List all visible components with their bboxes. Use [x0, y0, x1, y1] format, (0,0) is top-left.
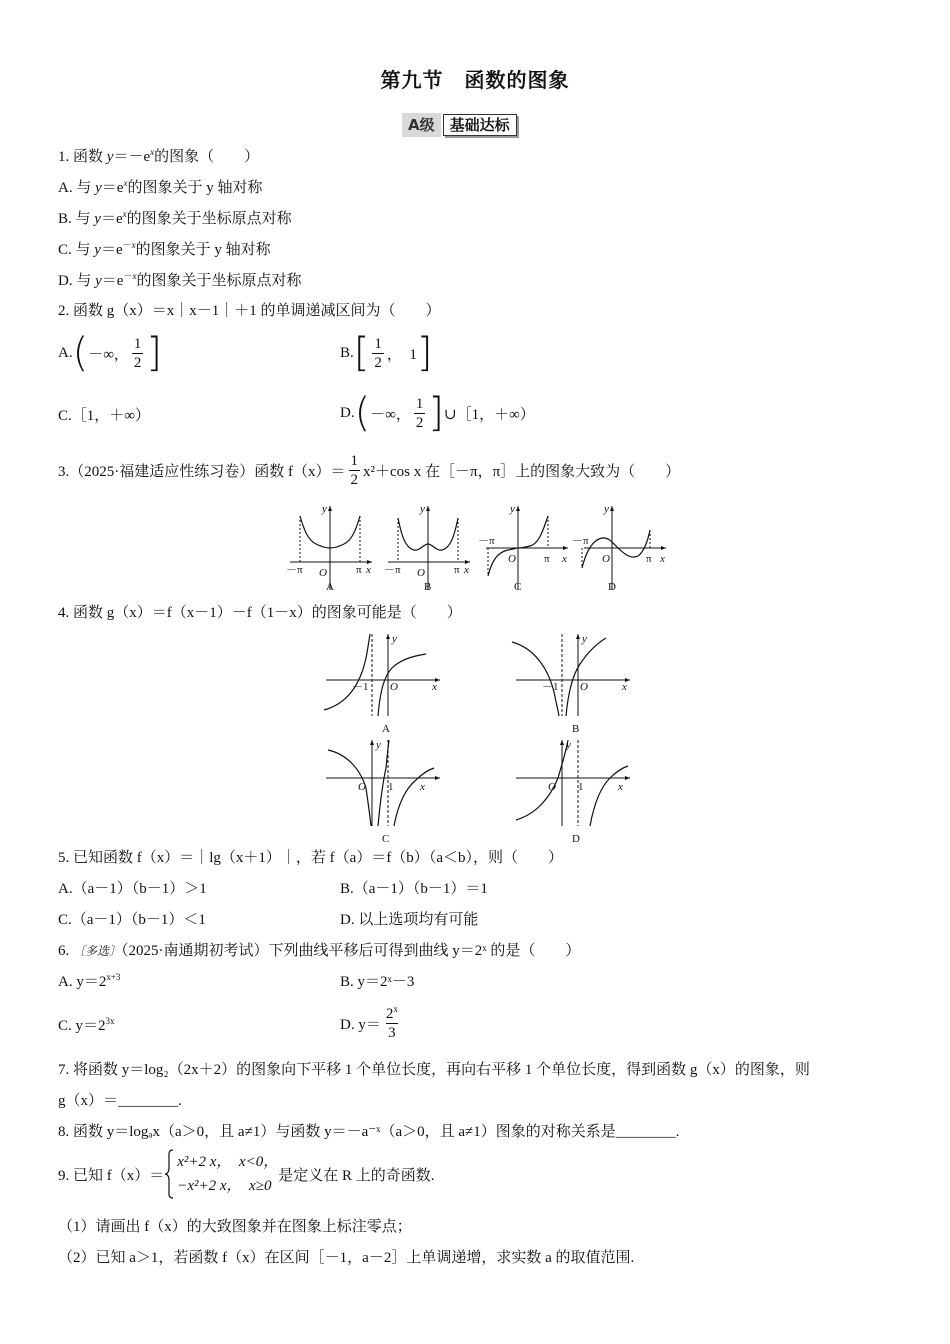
- q4-graph-d: [516, 739, 630, 845]
- q3b-negpi-label: －π: [384, 564, 401, 576]
- q6-multi-tag: 〔多选〕: [73, 944, 122, 958]
- q1-option-a: A. 与 $y=e^x$的图象关于 y 轴对称: [58, 178, 263, 196]
- q4-graph-b: [512, 633, 630, 735]
- q4-label-d: D: [572, 833, 580, 845]
- q3-graph-d: [572, 503, 666, 593]
- q2-option-a: A. ( －∞， $\frac{1}{2}$ ]: [58, 330, 163, 376]
- q3-label-d: D: [608, 581, 616, 593]
- q3b-x-label: x: [464, 564, 469, 576]
- q4d-x-label: x: [618, 781, 623, 793]
- q6-option-c: C. $y=2^{3x}$: [58, 1016, 115, 1034]
- q5-option-a: A.（a－1）（b－1）＞1: [58, 881, 207, 897]
- q3d-x-label: x: [660, 553, 665, 565]
- q3-label-c: C: [514, 581, 522, 593]
- q3d-origin-label: O: [602, 553, 610, 565]
- q6-option-a: A. $y=2^{x+3}$: [58, 972, 121, 990]
- q3d-y-label: y: [604, 503, 609, 515]
- q3c-negpi-label: －π: [478, 535, 495, 547]
- q9-case-2: −x²+2 x， x≥0: [177, 1178, 272, 1194]
- q3-graph-a: [286, 503, 372, 593]
- q5-option-c: C.（a－1）（b－1）＜1: [58, 912, 206, 928]
- q4-label-b: B: [572, 723, 580, 735]
- q3a-y-label: y: [322, 503, 327, 515]
- q3-label-b: B: [424, 581, 432, 593]
- q4b-y-label: y: [582, 633, 587, 645]
- q9-part-2: （2）已知 a＞1，若函数 f（x）在区间［－1，a－2］上单调递增，求实数 a 的取值范围.: [58, 1250, 635, 1266]
- q9-stem: 9. 已知 f（x）＝ x²+2 x， x<0， −x²+2 x， x≥0 是定义在 R 上的奇函数.: [58, 1146, 434, 1202]
- q3-stem: 3.（2025·福建适应性练习卷）函数 f（x）＝ $\frac{1}{2}$ x²＋cos x 在［－π，π］上的图象大致为（ ）: [58, 452, 681, 488]
- q6-option-b: B. y＝2ˣ－3: [340, 974, 415, 990]
- q5-option-d: D. 以上选项均有可能: [340, 912, 479, 928]
- q3-graph-c: [478, 503, 568, 593]
- q9-brace: [164, 1148, 174, 1200]
- q3a-origin-label: O: [319, 567, 327, 579]
- q3b-y-label: y: [420, 503, 425, 515]
- q3-graphs: [282, 500, 672, 598]
- q7-line2: g（x）＝________.: [58, 1093, 182, 1109]
- level-tag: A级: [402, 113, 441, 137]
- q4c-one-label: 1: [388, 781, 394, 793]
- q6-option-d: D. y＝ $\frac{2^x}{3}$: [340, 1003, 398, 1041]
- q9-case-1: x²+2 x， x<0，: [177, 1154, 279, 1170]
- q8-stem: 8. 函数 y＝logₐx（a＞0，且 a≠1）与函数 y＝－a⁻ˣ（a＞0，且 a≠1）图象的对称关系是________.: [58, 1124, 680, 1140]
- q5-option-b: B.（a－1）（b－1）＝1: [340, 881, 488, 897]
- q3b-pi-label: π: [454, 564, 460, 576]
- q3a-pi-label: π: [356, 564, 362, 576]
- q1-stem: 1. 函数 $y=-e^x$的图象（ ）: [58, 147, 260, 165]
- q3c-pi-label: π: [544, 553, 550, 565]
- q1-option-c: C. 与 $y=e^{-x}$的图象关于 y 轴对称: [58, 240, 271, 258]
- q4b-origin-label: O: [580, 681, 588, 693]
- q1-option-d: D. 与 $y=e^{-x}$的图象关于坐标原点对称: [58, 271, 302, 289]
- q4-label-c: C: [382, 833, 390, 845]
- q4a-y-label: y: [392, 633, 397, 645]
- q3a-negpi-label: －π: [286, 564, 303, 576]
- q3c-y-label: y: [510, 503, 515, 515]
- q5-stem: 5. 已知函数 f（x）＝｜lg（x＋1）｜，若 f（a）＝f（b）（a＜b），则（ ）: [58, 850, 563, 866]
- q3c-origin-label: O: [508, 553, 516, 565]
- q4d-one-label: 1: [578, 781, 584, 793]
- q1-option-b: B. 与 $y=e^x$的图象关于坐标原点对称: [58, 209, 292, 227]
- q4-graphs: [316, 628, 646, 848]
- q2-stem: 2. 函数 g（x）＝x｜x－1｜＋1 的单调递减区间为（ ）: [58, 303, 441, 319]
- q4c-origin-label: O: [358, 781, 366, 793]
- q4d-y-label: y: [566, 739, 571, 751]
- q4b-neg1-label: －1: [542, 681, 559, 693]
- q3b-origin-label: O: [417, 567, 425, 579]
- q4c-y-label: y: [376, 739, 381, 751]
- q4a-x-label: x: [432, 681, 437, 693]
- q6-stem: 6. 〔多选〕（2025·南通期初考试）下列曲线平移后可得到曲线 y＝2ˣ 的是（ ）: [58, 943, 581, 959]
- q4-stem: 4. 函数 g（x）＝f（x－1）－f（1－x）的图象可能是（ ）: [58, 605, 462, 621]
- q4-graph-c: [326, 739, 440, 845]
- q4d-origin-label: O: [548, 781, 556, 793]
- q4-graph-a: [324, 633, 440, 735]
- page-title: 第九节 函数的图象: [380, 68, 570, 92]
- q4-label-a: A: [382, 723, 390, 735]
- q3c-x-label: x: [562, 553, 567, 565]
- q4b-x-label: x: [622, 681, 627, 693]
- q3a-x-label: x: [366, 564, 371, 576]
- q2-option-b: B. [ $\frac{1}{2}$ ， 1 ]: [340, 330, 433, 376]
- q7-line1: 7. 将函数 y＝log₂（2x＋2）的图象向下平移 1 个单位长度，再向右平移 1 个单位长度，得到函数 g（x）的图象，则: [58, 1062, 810, 1078]
- q4c-x-label: x: [420, 781, 425, 793]
- q9-part-1: （1）请画出 f（x）的大致图象并在图象上标注零点；: [58, 1219, 412, 1235]
- q4a-neg1-label: －1: [352, 681, 369, 693]
- level-name: 基础达标: [443, 114, 517, 136]
- q3d-negpi-label: －π: [572, 535, 589, 547]
- q2-option-c: C.［1，＋∞）: [58, 408, 150, 424]
- q4a-origin-label: O: [390, 681, 398, 693]
- q3d-pi-label: π: [646, 553, 652, 565]
- q3-graph-b: [384, 503, 470, 593]
- q2-option-d: D. ( －∞， $\frac{1}{2}$ ] ∪［1，＋∞）: [340, 390, 535, 436]
- level-badge: [402, 113, 517, 137]
- q3-label-a: A: [326, 581, 334, 593]
